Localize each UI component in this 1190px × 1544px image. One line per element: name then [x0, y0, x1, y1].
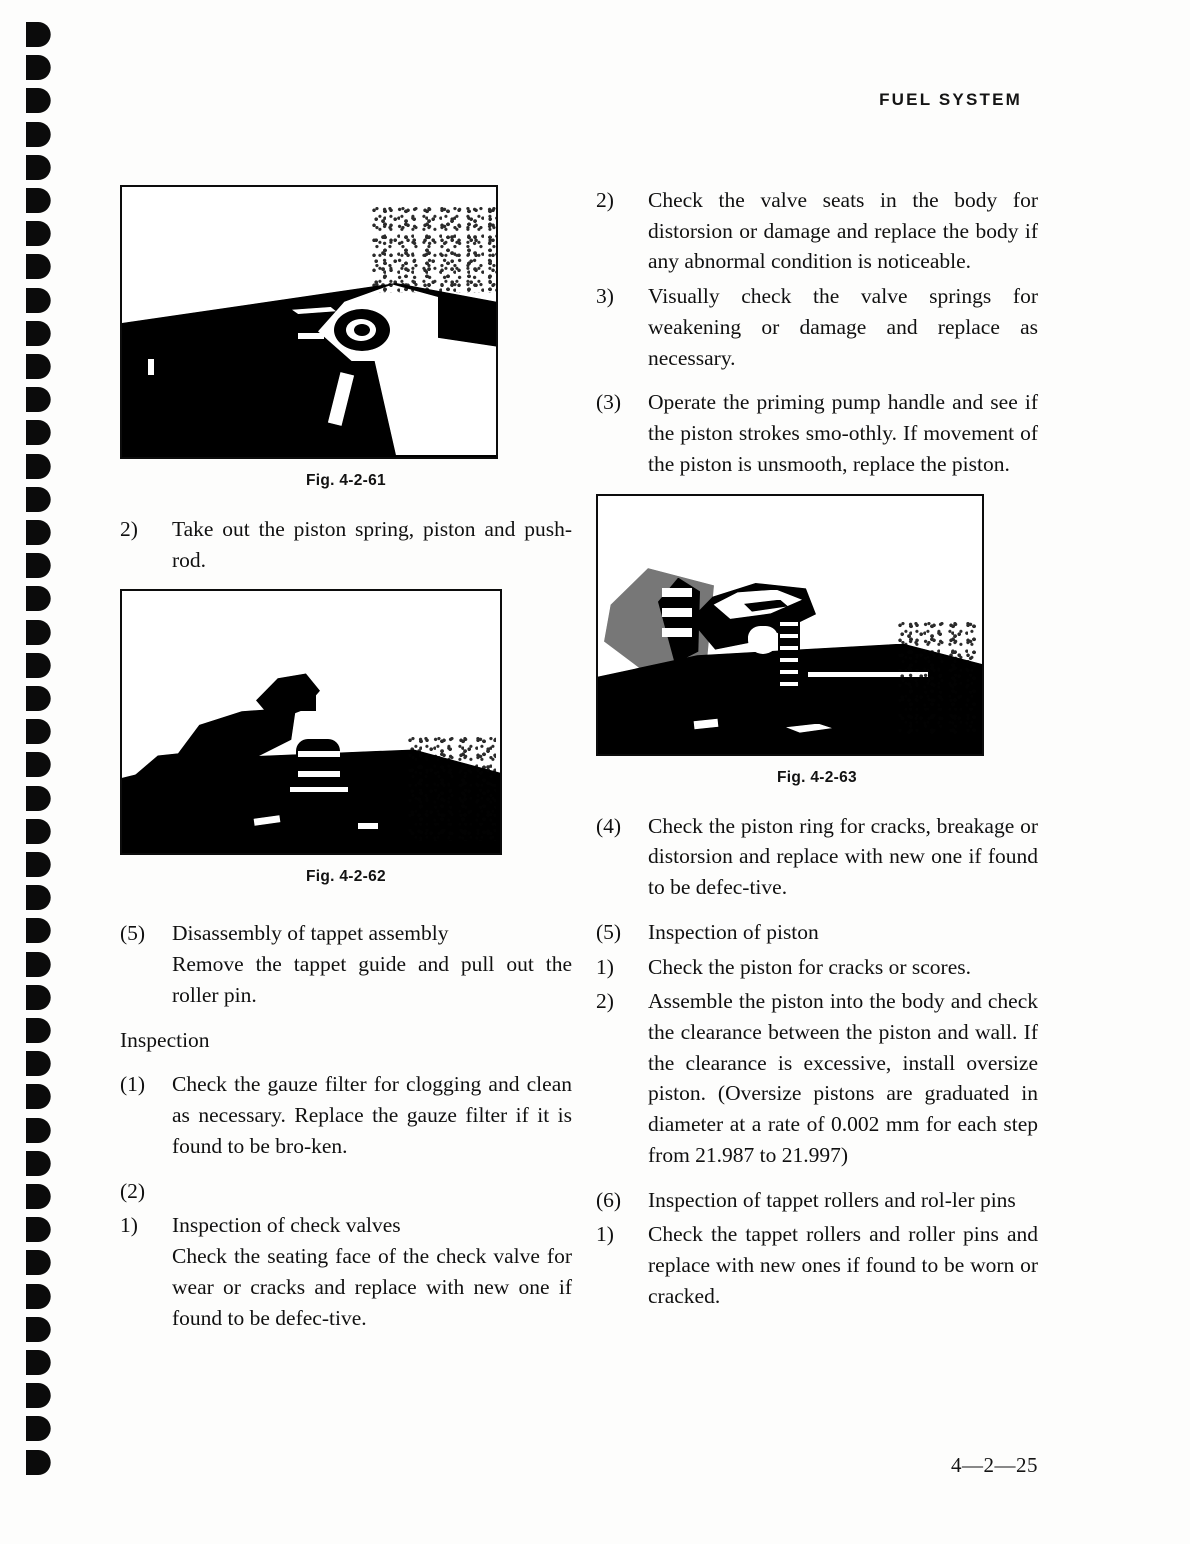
figure-4-2-62	[120, 589, 572, 886]
inspection-heading: Inspection	[120, 1027, 210, 1052]
binding-hole	[26, 1350, 51, 1375]
binding-hole	[26, 620, 51, 645]
binding-hole	[26, 1051, 51, 1076]
running-head: FUEL SYSTEM	[879, 90, 1022, 109]
paragraph-body: Remove the tappet guide and pull out the roller pin.	[172, 952, 572, 1007]
binding-hole	[26, 1383, 51, 1408]
binding-hole	[26, 1250, 51, 1275]
left-column	[120, 185, 572, 1337]
binding-hole	[26, 88, 51, 113]
paragraph-text: Check the gauze filter for clogging and clean as necessary. Replace the gauze filter if it is found to be bro-ken.	[172, 1072, 572, 1158]
paragraph-inspection-tappet-rollers	[596, 1185, 1038, 1216]
paragraph-check-piston-ring	[596, 811, 1038, 903]
binding-hole	[26, 1217, 51, 1242]
binding-hole	[26, 520, 51, 545]
binding-hole	[26, 420, 51, 445]
binding-hole	[26, 653, 51, 678]
binding-hole	[26, 354, 51, 379]
list-marker: (5)	[596, 919, 622, 944]
binding-hole	[26, 553, 51, 578]
binding-hole	[26, 852, 51, 877]
list-marker: 3)	[596, 284, 614, 309]
figure-caption: Fig. 4-2-62	[306, 868, 386, 886]
paragraph-inspection-of-piston	[596, 917, 1038, 948]
paragraph-take-out-piston-spring	[120, 514, 572, 575]
binding-hole	[26, 686, 51, 711]
binding-hole	[26, 188, 51, 213]
figure-caption: Fig. 4-2-61	[306, 472, 386, 489]
binding-hole	[26, 55, 51, 80]
list-marker: 1)	[596, 954, 614, 979]
binding-hole	[26, 1284, 51, 1309]
list-marker: 1)	[596, 1222, 614, 1247]
paragraph-body: Check the seating face of the check valve for wear or cracks and replace with new one if found to be defec-tive.	[172, 1244, 572, 1330]
paragraph-item-2-empty	[120, 1176, 572, 1207]
list-marker: 2)	[120, 517, 138, 541]
binding-hole	[26, 288, 51, 313]
binding-hole	[26, 321, 51, 346]
binding-hole	[26, 1416, 51, 1441]
paragraph-text	[172, 918, 572, 1010]
binding-hole	[26, 487, 51, 512]
binding-hole	[26, 952, 51, 977]
paragraph-title: Disassembly of tappet assembly	[172, 921, 449, 946]
paragraph-text: Inspection of tappet rollers and rol-ler pins	[648, 1187, 1016, 1212]
binding-hole	[26, 22, 51, 47]
binding-hole	[26, 254, 51, 279]
binding-hole	[26, 1184, 51, 1209]
binding-hole	[26, 719, 51, 744]
paragraph-check-tappet-rollers	[596, 1219, 1038, 1311]
paragraph-text: Take out the piston spring, piston and push-rod.	[172, 517, 572, 572]
list-marker: (5)	[120, 921, 146, 946]
binding-hole	[26, 586, 51, 611]
binding-hole	[26, 1151, 51, 1176]
binding-hole	[26, 918, 51, 943]
paragraph-visually-check-valve-springs	[596, 281, 1038, 373]
paragraph-text: Visually check the valve springs for weakening or damage and replace as necessary.	[648, 284, 1038, 370]
paragraph-disassembly-tappet-assembly	[120, 918, 572, 1010]
paragraph-text: Check the piston ring for cracks, breakage or distorsion and replace with new one if found to be defec-tive.	[648, 813, 1038, 900]
binding-hole	[26, 786, 51, 811]
paragraph-text: Inspection of piston	[648, 919, 819, 944]
binding-hole	[26, 387, 51, 412]
binding-hole	[26, 1450, 51, 1475]
paragraph-text: Assemble the piston into the body and check the clearance between the piston and wall. If the clearance is excessive, install oversize piston. (Oversize pistons are graduated in diameter at a rate of 0.002 mm for each step from 21.987 to 21.997)	[648, 989, 1038, 1167]
binding-hole	[26, 885, 51, 910]
binding-hole	[26, 985, 51, 1010]
figure-caption: Fig. 4-2-63	[777, 768, 857, 786]
photo-4-2-63	[596, 494, 984, 756]
paragraph-check-valve-seats	[596, 185, 1038, 277]
binding-hole	[26, 454, 51, 479]
list-marker: (3)	[596, 390, 622, 415]
binding-hole	[26, 221, 51, 246]
list-marker: 2)	[596, 188, 614, 212]
list-marker: (4)	[596, 813, 622, 838]
figure-4-2-63	[596, 494, 1038, 787]
photo-4-2-61	[120, 185, 498, 459]
binding-hole	[26, 1018, 51, 1043]
list-marker: (2)	[120, 1178, 146, 1203]
paragraph-text: Check the piston for cracks or scores.	[648, 954, 971, 979]
paragraph-check-piston-cracks	[596, 952, 1038, 983]
figure-4-2-61	[120, 185, 572, 490]
list-marker: (1)	[120, 1072, 146, 1097]
binding-hole	[26, 122, 51, 147]
binding-hole	[26, 819, 51, 844]
list-marker: 1)	[120, 1213, 138, 1238]
binding-hole	[26, 1317, 51, 1342]
paragraph-inspection-check-valves	[120, 1210, 572, 1333]
binding-hole	[26, 1084, 51, 1109]
page-number: 4—2—25	[951, 1453, 1038, 1477]
list-marker: (6)	[596, 1187, 622, 1212]
photo-4-2-62	[120, 589, 502, 855]
binding-hole	[26, 1118, 51, 1143]
paragraph-text	[172, 1210, 572, 1333]
paragraph-operate-priming-pump-handle	[596, 387, 1038, 479]
paragraph-text: Check the tappet rollers and roller pins and replace with new ones if found to be worn or cracked.	[648, 1222, 1038, 1308]
right-column	[596, 185, 1038, 1316]
spiral-binding-holes	[0, 0, 70, 1544]
paragraph-assemble-piston-clearance	[596, 986, 1038, 1170]
paragraph-text: Check the valve seats in the body for distorsion or damage and replace the body if any abnormal condition is noticeable.	[648, 188, 1038, 274]
paragraph-title: Inspection of check valves	[172, 1213, 401, 1238]
paragraph-text: Operate the priming pump handle and see if the piston strokes smo-othly. If movement of the piston is unsmooth, replace the piston.	[648, 390, 1038, 476]
binding-hole	[26, 752, 51, 777]
list-marker: 2)	[596, 989, 614, 1014]
paragraph-check-gauze-filter	[120, 1069, 572, 1161]
binding-hole	[26, 155, 51, 180]
